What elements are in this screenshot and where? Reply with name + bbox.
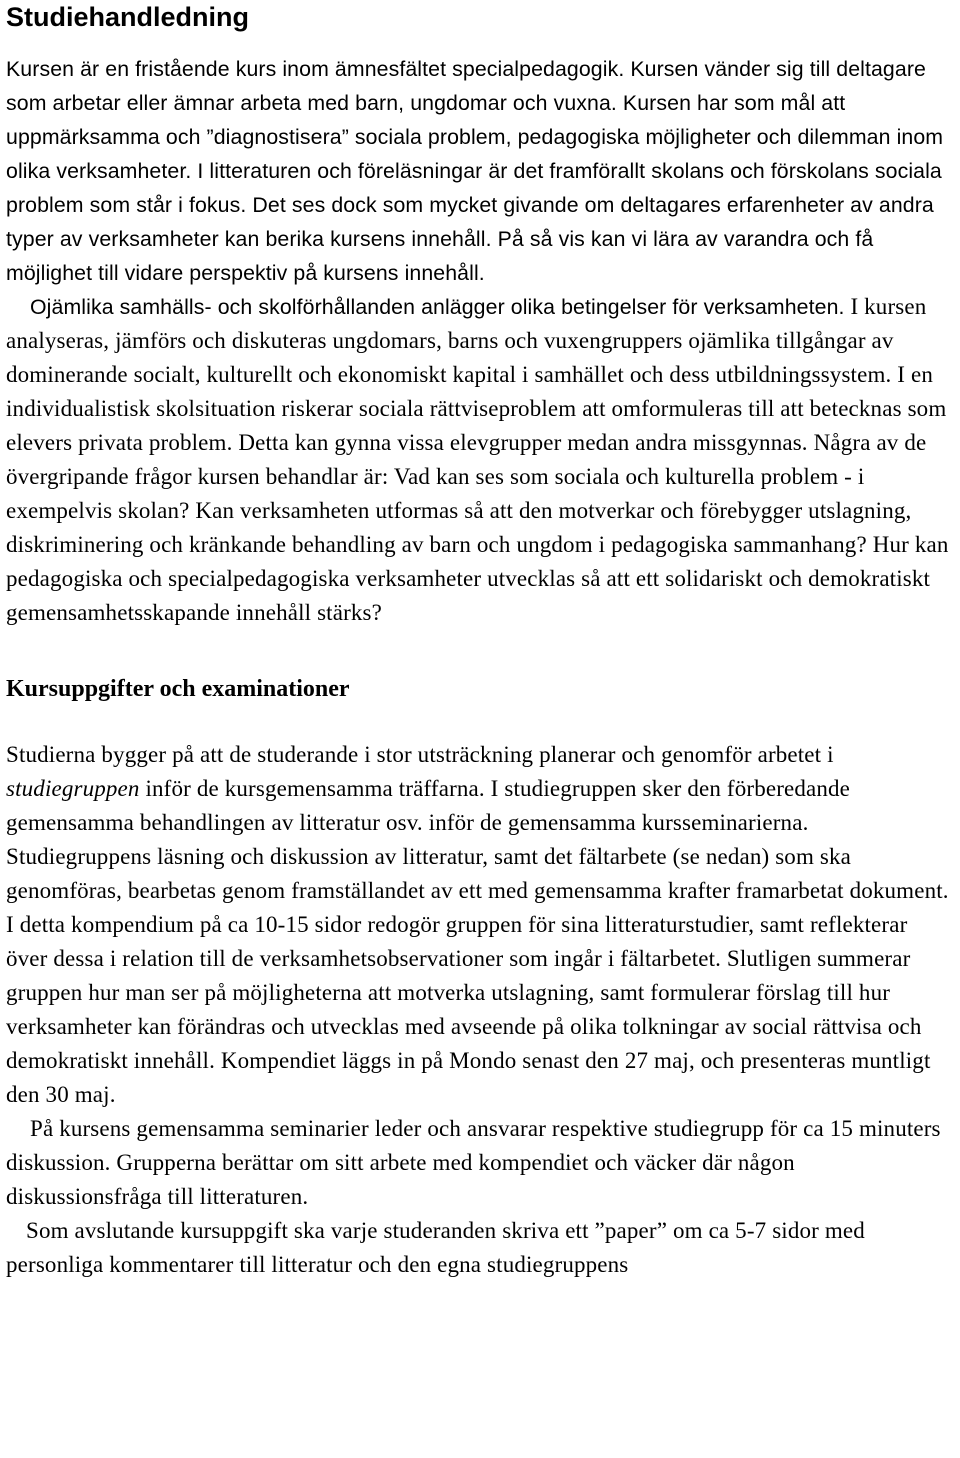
course-description-paragraph: [6, 290, 954, 630]
page-title: Studiehandledning: [6, 2, 249, 32]
course-description-lead: Ojämlika samhälls- och skolförhållanden anlägger olika betingelser för verksamheten.: [30, 295, 845, 319]
intro-paragraph: Kursen är en fristående kurs inom ämnesfältet specialpedagogik. Kursen vänder sig till deltagare som arbetar eller ämnar arbeta med barn, ungdomar och vuxna. Kursen har som mål att uppmärksamma och ”diagnostisera” sociala problem, pedagogiska möjligheter och dilemman inom olika verksamheter. I litteraturen och föreläsningar är det framförallt skolans och förskolans sociala problem som står i fokus. Det ses dock som mycket givande om deltagares erfarenheter av andra typer av verksamheter kan berika kursens innehåll. På så vis kan vi lära av varandra och få möjlighet till vidare perspektiv på kursens innehåll.: [6, 57, 944, 285]
study-group-term: studiegruppen: [6, 776, 140, 801]
final-assignment-paragraph: Som avslutande kursuppgift ska varje studeranden skriva ett ”paper” om ca 5-7 sidor med personliga kommentarer till litteratur och den egna studiegruppens: [6, 1218, 865, 1277]
course-description-body: I kursen analyseras, jämförs och diskuteras ungdomars, barns och vuxengruppers ojämlika tillgångar av dominerande socialt, kulturellt och ekonomiskt kapital i samhället och dess utbildningssystem. I en individualistisk skolsituation riskerar sociala rättviseproblem att omformuleras till att betecknas som elevers privata problem. Detta kan gynna vissa elevgrupper medan andra missgynnas. Några av de övergripande frågor kursen behandlar är: Vad kan ses som sociala och kulturella problem - i exempelvis skolan? Kan verksamheten utformas så att den motverkar och förebygger utslagning, diskriminering och kränkande behandling av barn och ungdom i pedagogiska sammanhang? Hur kan pedagogiska och specialpedagogiska verksamheter utvecklas så att ett solidariskt och demokratiskt gemensamhetsskapande innehåll stärks?: [6, 294, 949, 625]
study-group-text-rest: inför de kursgemensamma träffarna. I studiegruppen sker den förberedande gemensamma behandlingen av litteratur osv. inför de gemensamma kursseminarierna. Studiegruppens läsning och diskussion av litteratur, samt det fältarbete (se nedan) som ska genomföras, bearbetas genom framställandet av ett med gemensamma krafter framarbetat dokument. I detta kompendium på ca 10-15 sidor redogör gruppen för sina litteraturstudier, samt reflekterar över dessa i relation till de verksamhetsobservationer som ingår i fältarbetet. Slutligen summerar gruppen hur man ser på möjligheterna att motverka utslagning, samt formulerar förslag till hur verksamheter kan förändras och utvecklas med avseende på olika tolkningar av social rättvisa och demokratiskt innehåll. Kompendiet läggs in på Mondo senast den 27 maj, och presenteras muntligt den 30 maj.: [6, 776, 949, 1107]
study-group-paragraph: [6, 738, 954, 1112]
seminar-paragraph: På kursens gemensamma seminarier leder och ansvarar respektive studiegrupp för ca 15 minuters diskussion. Grupperna berättar om sitt arbete med kompendiet och väcker där någon diskussionsfråga till litteraturen.: [6, 1116, 941, 1209]
study-group-text-start: Studierna bygger på att de studerande i stor utsträckning planerar och genomför arbetet i: [6, 742, 834, 767]
section-heading: Kursuppgifter och examinationer: [6, 676, 350, 702]
